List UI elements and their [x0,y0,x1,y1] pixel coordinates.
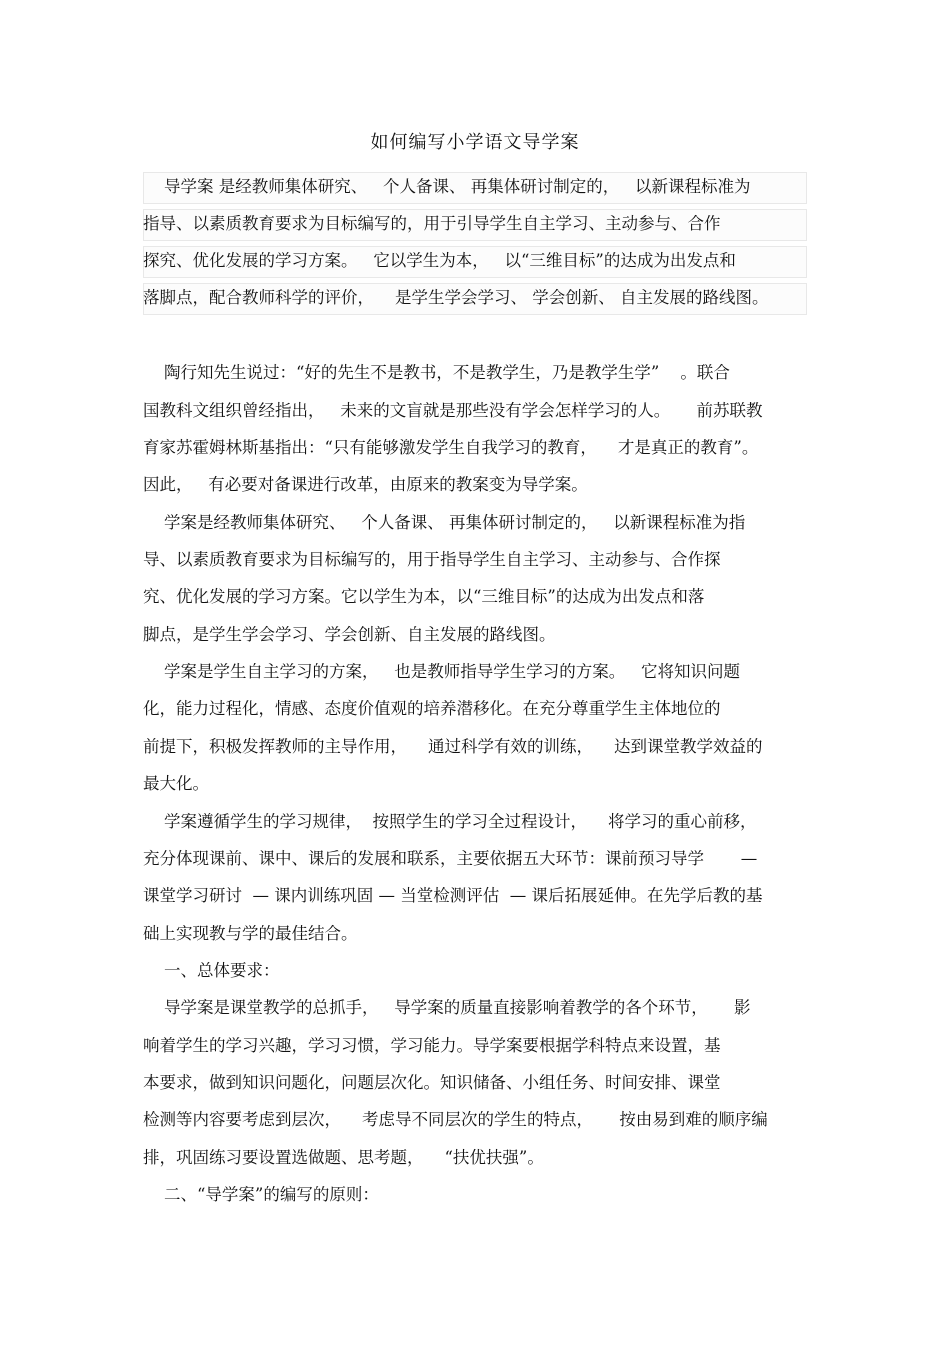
section-heading: 二、“导学案”的编写的原则： [143,1185,379,1204]
page-title: 如何编写小学语文导学案 [370,132,580,153]
body-line: 因此， 有必要对备课进行改革，由原来的教案变为导学案。 [143,475,588,494]
section-heading: 一、总体要求： [143,961,280,980]
body-line: 本要求，做到知识问题化，问题层次化。知识储备、小组任务、时间安排、课堂 [143,1073,721,1092]
body-line: 育家苏霍姆林斯基指出：“只有能够激发学生自我学习的教育， 才是真正的教育”。 [143,438,759,457]
body-line: 课堂学习研讨 — 课内训练巩固 — 当堂检测评估 — 课后拓展延伸。在先学后教的基 [143,886,763,905]
body-line: 最大化。 [143,774,209,793]
body-line: 导学案是课堂教学的总抓手， 导学案的质量直接影响着教学的各个环节， 影 [143,998,751,1017]
intro-line: 导学案 是经教师集体研究、 个人备课、 再集体研讨制定的， 以新课程标准为 [143,177,751,196]
body-line: 前提下，积极发挥教师的主导作用， 通过科学有效的训练， 达到课堂教学效益的 [143,737,763,756]
body-line: 国教科文组织曾经指出， 未来的文盲就是那些没有学会怎样学习的人。 前苏联教 [143,401,763,420]
body-line: 学案遵循学生的学习规律， 按照学生的学习全过程设计， 将学习的重心前移， [143,812,757,831]
body-line: 检测等内容要考虑到层次， 考虑导不同层次的学生的特点， 按由易到难的顺序编 [143,1110,768,1129]
intro-line: 落脚点，配合教师科学的评价， 是学生学会学习、 学会创新、 自主发展的路线图。 [143,288,769,307]
body-line: 究、优化发展的学习方案。它以学生为本，以“三维目标”的达成为出发点和落 [143,587,705,606]
body-line: 陶行知先生说过：“好的先生不是教书，不是教学生，乃是教学生学” 。联合 [143,363,730,382]
body-line: 础上实现教与学的最佳结合。 [143,924,358,943]
body-line: 响着学生的学习兴趣，学习习惯，学习能力。导学案要根据学科特点来设置，基 [143,1036,721,1055]
intro-line: 探究、优化发展的学习方案。 它以学生为本， 以“三维目标”的达成为出发点和 [143,251,736,270]
body-line: 脚点，是学生学会学习、学会创新、自主发展的路线图。 [143,625,556,644]
intro-line: 指导、以素质教育要求为目标编写的，用于引导学生自主学习、主动参与、合作 [143,214,721,233]
body-line: 充分体现课前、课中、课后的发展和联系，主要依据五大环节：课前预习导学 — [143,849,758,868]
body-line: 导、以素质教育要求为目标编写的，用于指导学生自主学习、主动参与、合作探 [143,550,721,569]
body-line: 化，能力过程化，情感、态度价值观的培养潜移化。在充分尊重学生主体地位的 [143,699,721,718]
body-line: 学案是学生自主学习的方案， 也是教师指导学生学习的方案。 它将知识问题 [143,662,740,681]
body-line: 排，巩固练习要设置选做题、思考题， “扶优扶强”。 [143,1148,544,1167]
body-line: 学案是经教师集体研究、 个人备课、 再集体研讨制定的， 以新课程标准为指 [143,513,746,532]
